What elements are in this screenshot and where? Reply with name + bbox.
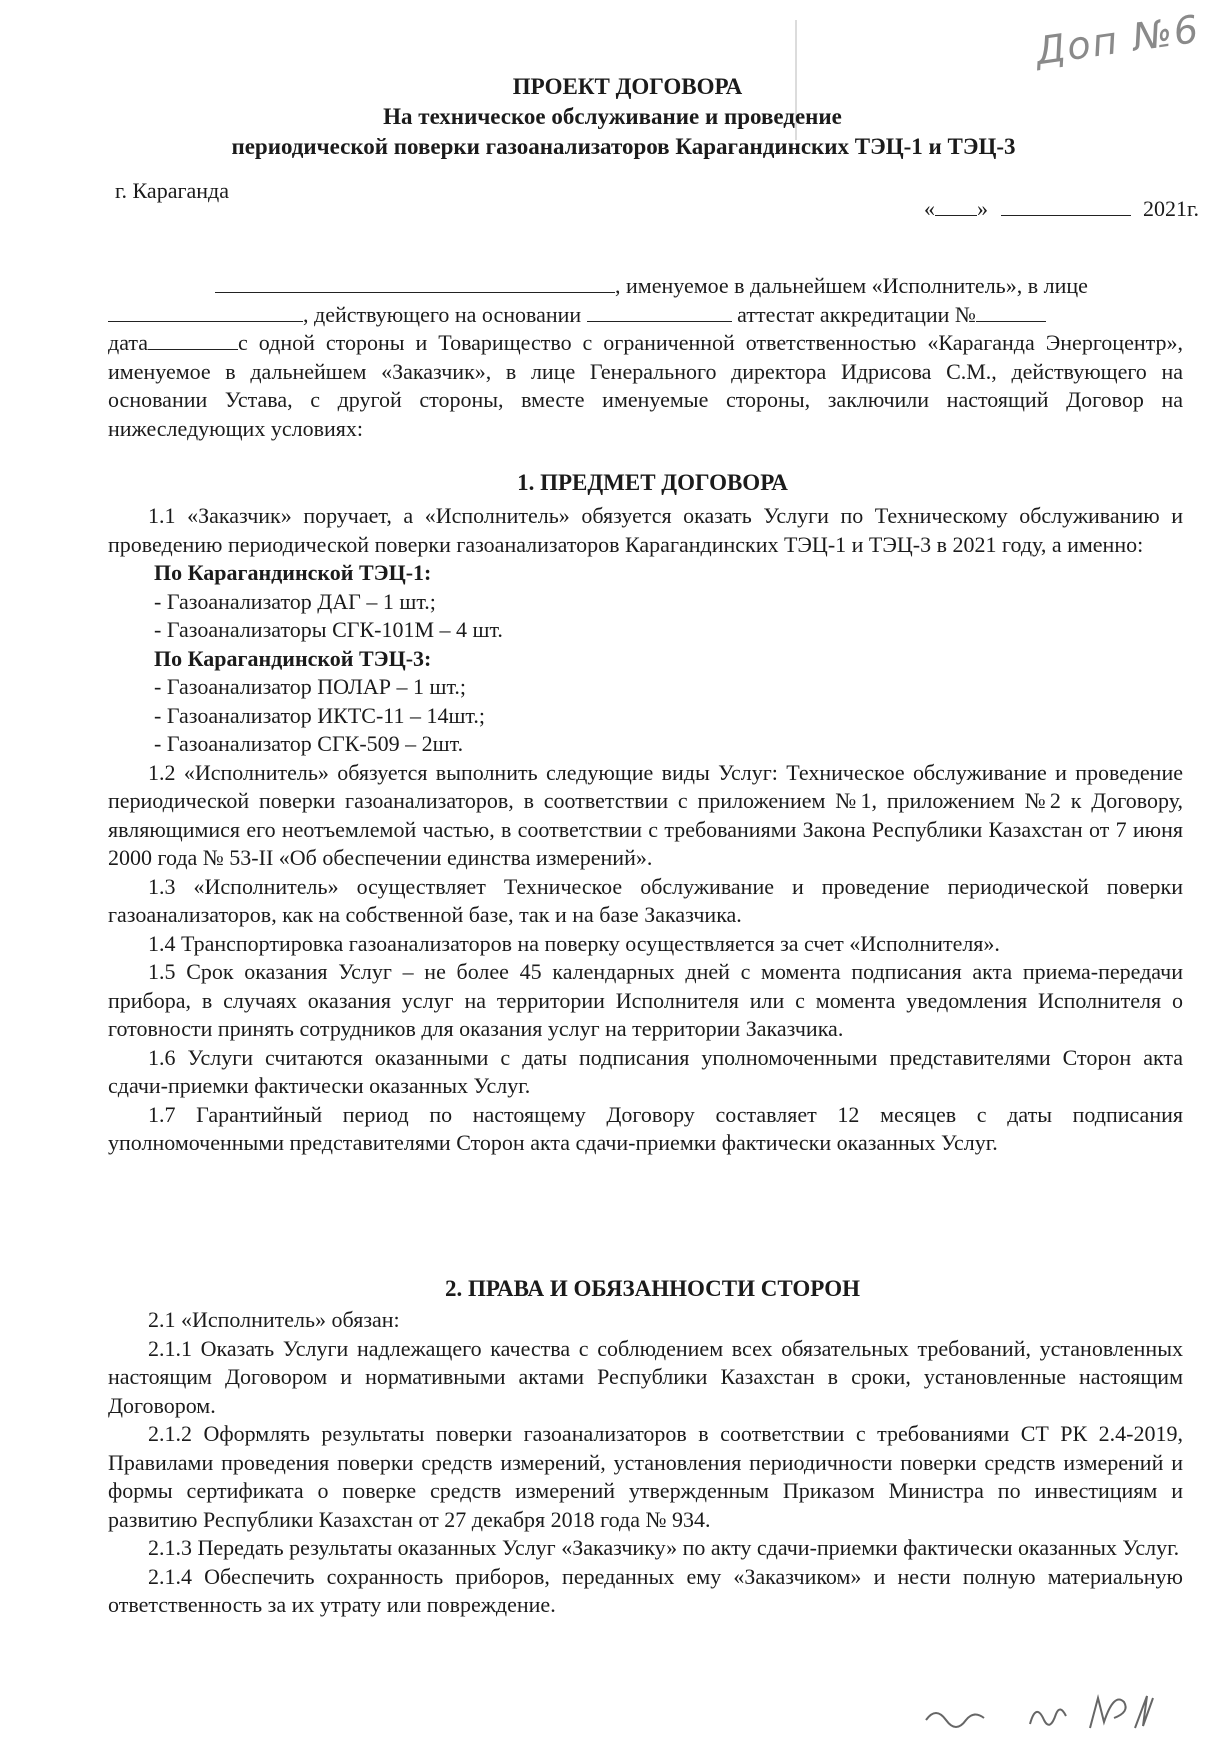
clause-2-1-3: 2.1.3 Передать результаты оказанных Услуг «Заказчику» по акту сдачи-приемки фактически оказанных Услуг. — [148, 1535, 1180, 1560]
clause-1-3: 1.3 «Исполнитель» осуществляет Техническое обслуживание и проведение периодической поверки газоанализаторов, как на собственной базе, так и на базе Заказчика. — [108, 873, 1183, 927]
clause-1-5: 1.5 Срок оказания Услуг – не более 45 календарных дней с момента подписания акта приема-передачи прибора, в случаях оказания услуг на территории Исполнителя или с момента уведомления Исполнителя о готовности принять сотрудников для оказания услуг на территории Заказчика. — [108, 959, 1183, 1041]
section-2-heading: 2. ПРАВА И ОБЯЗАННОСТИ СТОРОН — [445, 1276, 860, 1301]
clause-2-1: 2.1 «Исполнитель» обязан: — [148, 1307, 400, 1332]
basis-blank — [587, 303, 732, 322]
document-subtitle-2: периодической поверки газоанализаторов Карагандинских ТЭЦ-1 и ТЭЦ-3 — [231, 134, 1016, 159]
document-title: ПРОЕКТ ДОГОВОРА — [512, 74, 743, 99]
signature-initials — [920, 1690, 1180, 1734]
section-2-body — [108, 1306, 1183, 1620]
representative-blank — [108, 303, 303, 322]
contract-preamble — [108, 272, 1183, 443]
month-blank — [1001, 197, 1131, 216]
document-header — [0, 72, 1225, 162]
clause-2-1-1: 2.1.1 Оказать Услуги надлежащего качества с соблюдением всех обязательных требований, установленных настоящим Договором и нормативными актами Республики Казахстан в сроки, установленные настоящим Договором. — [108, 1335, 1183, 1418]
tec3-item: - Газоанализатор СГК-509 – 2шт. — [154, 731, 464, 756]
place: г. Караганда — [115, 178, 229, 203]
document-subtitle-1: На техническое обслуживание и проведение — [383, 104, 842, 129]
section-1-body — [108, 502, 1183, 1158]
clause-2-1-2: 2.1.2 Оформлять результаты поверки газоанализаторов в соответствии с требованиями СТ РК 2.4-2019, Правилами проведения поверки средств измерений, установления периодичности поверки средств измерений и формы сертификата о поверке средств измерений утвержденным Приказом Министра по инвестициям и развитию Республики Казахстан от 27 декабря 2018 года № 934. — [108, 1421, 1183, 1532]
clause-1-6: 1.6 Услуги считаются оказанными с даты подписания уполномоченными представителями Сторон акта сдачи-приемки фактически оказанных Услуг. — [108, 1044, 1183, 1098]
day-blank — [935, 197, 977, 216]
date-year: 2021г. — [1142, 196, 1199, 221]
date-close-quote: » — [976, 196, 988, 221]
section-1-heading: 1. ПРЕДМЕТ ДОГОВОРА — [517, 470, 788, 495]
clause-1-7: 1.7 Гарантийный период по настоящему Договору составляет 12 месяцев с даты подписания уполномоченными представителями Сторон акта сдачи-приемки фактически оказанных Услуг. — [108, 1101, 1183, 1155]
contractor-name-blank — [215, 274, 615, 293]
contract-date — [924, 196, 1199, 222]
preamble-part-4: дата — [108, 330, 149, 355]
clause-1-1: 1.1 «Заказчик» поручает, а «Исполнитель» обязуется оказать Услуги по Техническому обслуживанию и проведению периодической поверки газоанализаторов Карагандинских ТЭЦ-1 и ТЭЦ-3 в 2021 году, а именно: — [108, 503, 1183, 557]
preamble-part-2: , действующего на основании — [303, 301, 582, 327]
date-open-quote: « — [923, 196, 935, 221]
clause-2-1-4: 2.1.4 Обеспечить сохранность приборов, переданных ему «Заказчиком» и нести полную материальную ответственность за их утрату или повреждение. — [108, 1563, 1183, 1617]
tec1-heading: По Карагандинской ТЭЦ-1: — [154, 560, 432, 585]
clause-1-2: 1.2 «Исполнитель» обязуется выполнить следующие виды Услуг: Техническое обслуживание и проведение периодической поверки газоанализаторов, в соответствии с приложением №1, приложением №2 к Договору, являющимися его неотъемлемой частью, в соответствии с требованиями Закона Республики Казахстан от 7 июня 2000 года № 53-II «Об обеспечении единства измерений». — [108, 759, 1183, 870]
preamble-part-5: с одной стороны и Товарищество с ограниченной ответственностью «Караганда Энергоцентр», именуемое в дальнейшем «Заказчик», в лице Генерального директора Идрисова С.М., действующего на основании Устава, с другой стороны, вместе именуемые стороны, заключили настоящий Договор на нижеследующих условиях: — [108, 330, 1183, 441]
accreditation-date-blank — [148, 331, 238, 350]
preamble-part-3: аттестат аккредитации № — [737, 301, 976, 327]
tec3-item: - Газоанализатор ПОЛАР – 1 шт.; — [154, 674, 467, 699]
handwritten-note: Доп №6 — [1032, 6, 1203, 74]
tec3-heading: По Карагандинской ТЭЦ-3: — [154, 645, 432, 671]
preamble-part-1: , именуемое в дальнейшем «Исполнитель», в лице — [615, 273, 1088, 298]
tec3-item: - Газоанализатор ИКТС-11 – 14шт.; — [154, 702, 485, 728]
clause-1-4: 1.4 Транспортировка газоанализаторов на поверку осуществляется за счет «Исполнителя». — [148, 930, 1000, 956]
tec1-item: - Газоанализатор ДАГ – 1 шт.; — [154, 588, 436, 614]
accreditation-number-blank — [976, 303, 1046, 322]
tec1-item: - Газоанализаторы СГК-101М – 4 шт. — [154, 617, 503, 642]
